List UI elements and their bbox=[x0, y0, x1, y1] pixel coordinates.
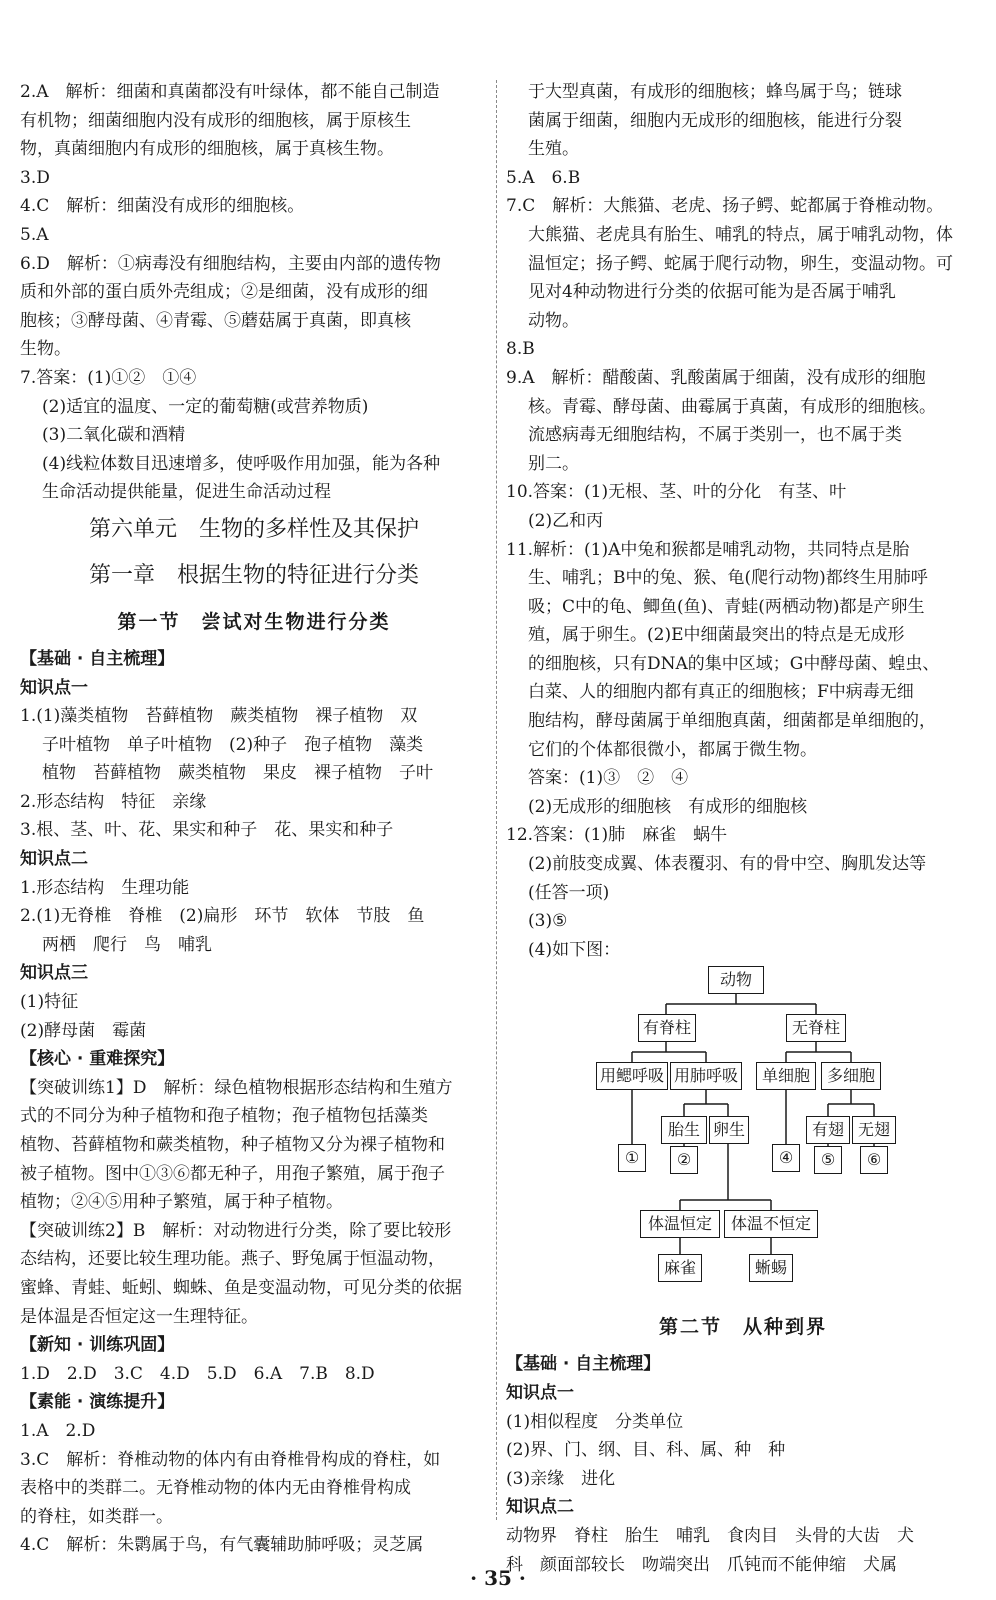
right-column bbox=[506, 78, 980, 1579]
text-line: 5.A 6.B bbox=[506, 167, 581, 188]
text-line: 蜜蜂、青蛙、蚯蚓、蜘蛛、鱼是变温动物，可见分类的依据 bbox=[20, 1277, 462, 1298]
knowledge-point-heading: 知识点三 bbox=[20, 963, 88, 984]
section-heading: 【基础 · 自主梳理】 bbox=[506, 1354, 661, 1375]
text-line: 2.A 解析：细菌和真菌都没有叶绿体，都不能自己制造 bbox=[20, 82, 440, 102]
column-divider bbox=[496, 80, 497, 1520]
text-line: 12.答案：(1)肺 麻雀 蜗牛 bbox=[506, 825, 728, 846]
text-line: 子叶植物 单子叶植物 (2)种子 孢子植物 藻类 bbox=[42, 734, 424, 755]
knowledge-point-heading: 知识点二 bbox=[506, 1497, 574, 1518]
text-line: 10.答案：(1)无根、茎、叶的分化 有茎、叶 bbox=[506, 482, 847, 503]
text-line: 殖，属于卵生。(2)E中细菌最突出的特点是无成形 bbox=[528, 625, 905, 646]
text-line: (3)二氧化碳和酒精 bbox=[42, 425, 186, 446]
knowledge-point-heading: 知识点二 bbox=[20, 849, 88, 870]
text-line: 态结构，还要比较生理功能。燕子、野兔属于恒温动物， bbox=[20, 1249, 445, 1270]
left-column bbox=[20, 78, 488, 1560]
text-line: (2)乙和丙 bbox=[528, 510, 604, 531]
node-blank-2: ② bbox=[670, 1146, 698, 1174]
text-line: (3)亲缘 进化 bbox=[506, 1468, 616, 1489]
text-line: 8.B bbox=[506, 339, 535, 360]
text-line: 是体温是否恒定这一生理特征。 bbox=[20, 1306, 258, 1327]
text-line: 【突破训练2】B 解析：对动物进行分类，除了要比较形 bbox=[20, 1220, 452, 1241]
text-line: 6.D 解析：①病毒没有细胞结构，主要由内部的遗传物 bbox=[20, 253, 441, 274]
text-line: 1.形态结构 生理功能 bbox=[20, 877, 190, 898]
chapter-heading: 第一章 根据生物的特征进行分类 bbox=[88, 562, 419, 588]
text-line: (2)适宜的温度、一定的葡萄糖(或营养物质) bbox=[42, 396, 369, 417]
text-line: 被子植物。图中①③⑥都无种子，用孢子繁殖，属于孢子 bbox=[20, 1163, 445, 1184]
text-line: 别二。 bbox=[528, 453, 579, 474]
node-lizard: 蜥蜴 bbox=[749, 1254, 793, 1282]
text-line: 生殖。 bbox=[528, 139, 579, 160]
text-line: 科 颜面部较长 吻端突出 爪钝而不能伸缩 犬属 bbox=[506, 1554, 897, 1575]
node-multicellular: 多细胞 bbox=[821, 1062, 881, 1090]
section-heading: 第一节 尝试对生物进行分类 bbox=[117, 610, 391, 633]
text-line: 1.(1)藻类植物 苔藓植物 蕨类植物 裸子植物 双 bbox=[20, 706, 418, 727]
text-line: (任答一项) bbox=[528, 882, 610, 903]
text-line: 质和外部的蛋白质外壳组成；②是细菌，没有成形的细 bbox=[20, 282, 428, 303]
section-heading: 第二节 从种到界 bbox=[658, 1316, 827, 1339]
text-line: (3)⑤ bbox=[528, 911, 568, 932]
text-line: 3.根、茎、叶、花、果实和种子 花、果实和种子 bbox=[20, 820, 394, 841]
text-line: (4)如下图： bbox=[528, 939, 621, 960]
node-blank-4: ④ bbox=[772, 1144, 800, 1172]
text-line: (4)线粒体数目迅速增多，使呼吸作用加强，能为各种 bbox=[42, 453, 441, 474]
text-line: 植物、苔藓植物和蕨类植物，种子植物又分为裸子植物和 bbox=[20, 1135, 445, 1155]
text-line: (2)酵母菌 霉菌 bbox=[20, 1020, 147, 1041]
chapter-heading: 第六单元 生物的多样性及其保护 bbox=[88, 516, 419, 542]
text-line: 动物。 bbox=[528, 310, 579, 331]
node-oviparous: 卵生 bbox=[709, 1116, 749, 1144]
text-line: (1)特征 bbox=[20, 992, 79, 1013]
text-line: 答案：(1)③ ② ④ bbox=[528, 768, 689, 789]
section-heading: 【核心 · 重难探究】 bbox=[20, 1049, 175, 1070]
node-winged: 有翅 bbox=[806, 1116, 850, 1144]
text-line: (2)前肢变成翼、体表覆羽、有的骨中空、胸肌发达等 bbox=[528, 854, 927, 875]
text-line: 两栖 爬行 鸟 哺乳 bbox=[42, 934, 212, 955]
knowledge-point-heading: 知识点一 bbox=[506, 1383, 574, 1403]
text-line: 7.答案：(1)①② ①④ bbox=[20, 367, 197, 388]
text-line: 温恒定；扬子鳄、蛇属于爬行动物，卵生，变温动物。可 bbox=[528, 253, 953, 274]
text-line: 动物界 脊柱 胎生 哺乳 食肉目 头骨的大齿 犬 bbox=[506, 1525, 914, 1546]
text-line: 它们的个体都很微小，都属于微生物。 bbox=[528, 739, 817, 760]
text-line: 3.D bbox=[20, 167, 50, 188]
text-line: (2)界、门、纲、目、科、属、种 种 bbox=[506, 1440, 786, 1461]
section-heading: 【新知 · 训练巩固】 bbox=[20, 1335, 175, 1356]
text-line: 表格中的类群二。无脊椎动物的体内无由脊椎骨构成 bbox=[20, 1478, 411, 1499]
node-warm-blooded: 体温恒定 bbox=[640, 1210, 720, 1238]
node-sparrow: 麻雀 bbox=[658, 1254, 702, 1282]
text-line: 植物；②④⑤用种子繁殖，属于种子植物。 bbox=[20, 1192, 343, 1213]
text-line: 生物。 bbox=[20, 339, 71, 360]
node-viviparous: 胎生 bbox=[661, 1116, 707, 1144]
node-cold-blooded: 体温不恒定 bbox=[724, 1210, 818, 1238]
text-line: 菌属于细菌，细胞内无成形的细胞核，能进行分裂 bbox=[528, 110, 902, 131]
text-line: 的细胞核，只有DNA的集中区域；G中酵母菌、蝗虫、 bbox=[528, 653, 940, 674]
node-invertebrate: 无脊柱 bbox=[786, 1014, 846, 1042]
text-line: 11.解析：(1)A中兔和猴都是哺乳动物，共同特点是胎 bbox=[506, 539, 910, 560]
text-line: 见对4种动物进行分类的依据可能为是否属于哺乳 bbox=[528, 282, 896, 303]
node-blank-5: ⑤ bbox=[814, 1146, 842, 1174]
text-line: 7.C 解析：大熊猫、老虎、扬子鳄、蛇都属于脊椎动物。 bbox=[506, 196, 944, 217]
knowledge-point-heading: 知识点一 bbox=[20, 677, 88, 698]
node-unicellular: 单细胞 bbox=[756, 1062, 816, 1090]
text-line: 3.C 解析：脊椎动物的体内有由脊椎骨构成的脊柱，如 bbox=[20, 1449, 441, 1470]
text-line: 2.形态结构 特征 亲缘 bbox=[20, 791, 207, 812]
node-vertebrate: 有脊柱 bbox=[638, 1014, 696, 1042]
text-line: 9.A 解析：醋酸菌、乳酸菌属于细菌，没有成形的细胞 bbox=[506, 367, 926, 388]
node-blank-1: ① bbox=[618, 1144, 646, 1172]
text-line: 4.C 解析：朱鹮属于鸟，有气囊辅助肺呼吸；灵芝属 bbox=[20, 1535, 424, 1556]
node-lung-breathing: 用肺呼吸 bbox=[670, 1062, 742, 1090]
text-line: 流感病毒无细胞结构，不属于类别一，也不属于类 bbox=[528, 425, 902, 446]
text-line: (2)无成形的细胞核 有成形的细胞核 bbox=[528, 796, 808, 817]
text-line: 1.D 2.D 3.C 4.D 5.D 6.A 7.B 8.D bbox=[20, 1363, 375, 1384]
node-wingless: 无翅 bbox=[852, 1116, 896, 1144]
text-line: 4.C 解析：细菌没有成形的细胞核。 bbox=[20, 196, 305, 217]
text-line: 植物 苔藓植物 蕨类植物 果皮 裸子植物 子叶 bbox=[42, 763, 433, 784]
text-line: 白菜、人的细胞内都有真正的细胞核；F中病毒无细 bbox=[528, 682, 914, 703]
text-line: 于大型真菌，有成形的细胞核；蜂鸟属于鸟；链球 bbox=[528, 82, 902, 102]
section-heading: 【素能 · 演练提升】 bbox=[20, 1392, 175, 1413]
text-line: 【突破训练1】D 解析：绿色植物根据形态结构和生殖方 bbox=[20, 1077, 453, 1098]
text-line: 核。青霉、酵母菌、曲霉属于真菌，有成形的细胞核。 bbox=[528, 396, 936, 417]
text-line: 吸；C中的龟、鲫鱼(鱼)、青蛙(两栖动物)都是产卵生 bbox=[528, 596, 925, 617]
text-line: 1.A 2.D bbox=[20, 1420, 96, 1441]
text-line: 胞结构，酵母菌属于单细胞真菌，细菌都是单细胞的， bbox=[528, 711, 936, 732]
text-line: 胞核；③酵母菌、④青霉、⑤蘑菇属于真菌，即真核 bbox=[20, 310, 411, 331]
section-heading: 【基础 · 自主梳理】 bbox=[20, 648, 175, 669]
text-line: 2.(1)无脊椎 脊椎 (2)扁形 环节 软体 节肢 鱼 bbox=[20, 906, 425, 927]
text-line: 生命活动提供能量，促进生命活动过程 bbox=[42, 482, 331, 503]
text-line: 物，真菌细胞内有成形的细胞核，属于真核生物。 bbox=[20, 139, 394, 160]
text-line: 生、哺乳；B中的兔、猴、龟(爬行动物)都终生用肺呼 bbox=[528, 568, 928, 589]
text-line: 有机物；细菌细胞内没有成形的细胞核，属于原核生 bbox=[20, 110, 411, 131]
classification-diagram bbox=[506, 964, 980, 1304]
text-line: (1)相似程度 分类单位 bbox=[506, 1411, 684, 1432]
text-line: 大熊猫、老虎具有胎生、哺乳的特点，属于哺乳动物，体 bbox=[528, 224, 953, 245]
page-number: · 35 · bbox=[470, 1566, 526, 1590]
node-gill-breathing: 用鳃呼吸 bbox=[596, 1062, 668, 1090]
text-line: 式的不同分为种子植物和孢子植物；孢子植物包括藻类 bbox=[20, 1106, 428, 1127]
right-column-top bbox=[506, 78, 980, 964]
text-line: 的脊柱，如类群一。 bbox=[20, 1506, 173, 1527]
right-column-bottom bbox=[506, 1304, 980, 1579]
node-animal: 动物 bbox=[708, 966, 764, 994]
node-blank-6: ⑥ bbox=[860, 1146, 888, 1174]
text-line: 5.A bbox=[20, 224, 49, 245]
